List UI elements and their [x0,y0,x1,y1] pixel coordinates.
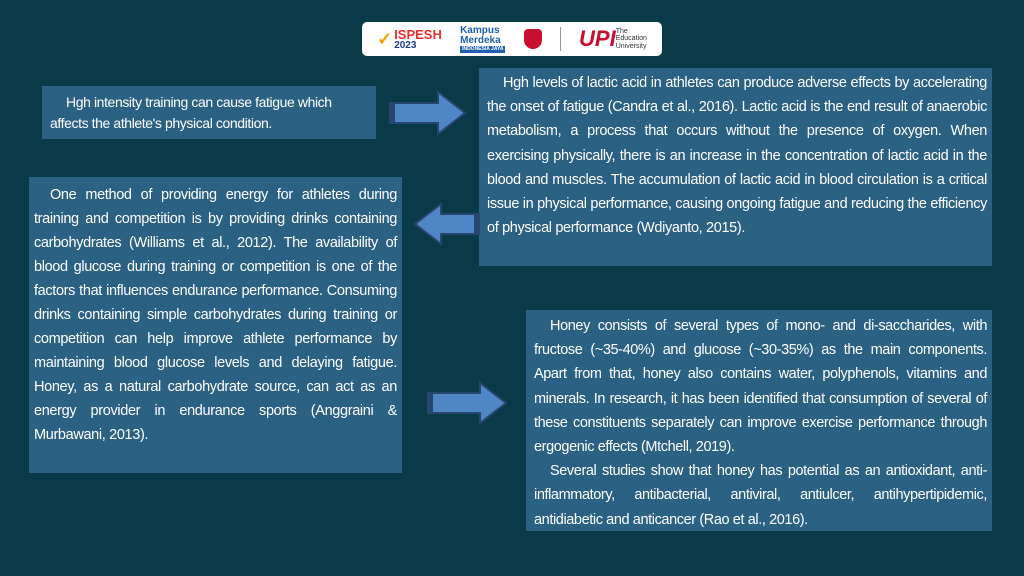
fatigue-intro-text: Hgh intensity training can cause fatigue which affects the athlete's physical condition. [50,94,332,131]
arrow-right-lower-icon [426,381,508,425]
kampus-merdeka-logo [460,26,505,53]
kampus-sub: INDONESIA JAYA [462,45,504,52]
kampus-line2: Merdeka [460,34,501,46]
logo-bar [362,22,662,56]
upi-tagline-line3: University [615,42,647,50]
lactic-acid-text: Hgh levels of lactic acid in athletes can produce adverse effects by accelerating the onset of fatigue (Candra et al., 2016). Lactic acid is the end result of anaerobic metabolism, a process that occurs without the presence of oxygen. When exercising physically, there is an increase in the concentration of lactic acid in the blood and muscles. The accumulation of lactic acid in blood circulation is a critical issue in physical performance, causing ongoing fatigue and reducing the efficiency of physical performance (Wdiyanto, 2015). [487,75,987,237]
arrow-right-icon [388,90,468,136]
ispesh-logo-text: ISPESH [394,26,442,42]
logo-divider [560,27,561,51]
upi-logo [579,28,647,50]
honey-composition-text: Honey consists of several types of mono- and di-saccharides, with fructose (~35-40%) and glucose (~30-35%) as the main components. Apart from that, honey also contains water, polyphenols, vitamins and minerals. In research, it has been identified that consumption of several of these constituents separately can improve exercise performance through ergogenic effects (Mtchell, 2019). [534,318,987,456]
honey-box [526,310,992,531]
upi-tagline [616,28,647,50]
upi-tagline-line1: The [615,27,628,35]
upi-tagline-line2: Education [615,35,647,43]
university-crest-icon [524,29,542,49]
lactic-acid-box [479,68,992,266]
honey-studies-text: Several studies show that honey has potential as an antioxidant, anti-inflammatory, antibacterial, antiviral, antiulcer, antihypertipidemic, antidiabetic and anticancer (Rao et al., 2016). [534,463,987,528]
ispesh-logo [377,28,442,51]
upi-logo-text: UPI [579,26,616,51]
ispesh-year: 2023 [394,39,417,51]
kampus-line1: Kampus [460,24,500,36]
carbohydrate-drinks-box [29,177,402,473]
fatigue-intro-box [42,86,376,139]
arrow-left-icon [413,202,481,246]
ispesh-mark-icon: ✓ [377,29,393,49]
carbohydrate-drinks-text: One method of providing energy for athletes during training and competition is by providing drinks containing carbohydrates (Williams et al., 2012). The availability of blood glucose during training or competition is one of the factors that influences endurance performance. Consuming drinks containing simple carbohydrates during training or competition can help improve athlete performance by maintaining blood glucose levels and delaying fatigue. Honey, as a natural carbohydrate source, can act as an energy provider in endurance sports (Anggraini & Murbawani, 2013). [34,187,397,443]
